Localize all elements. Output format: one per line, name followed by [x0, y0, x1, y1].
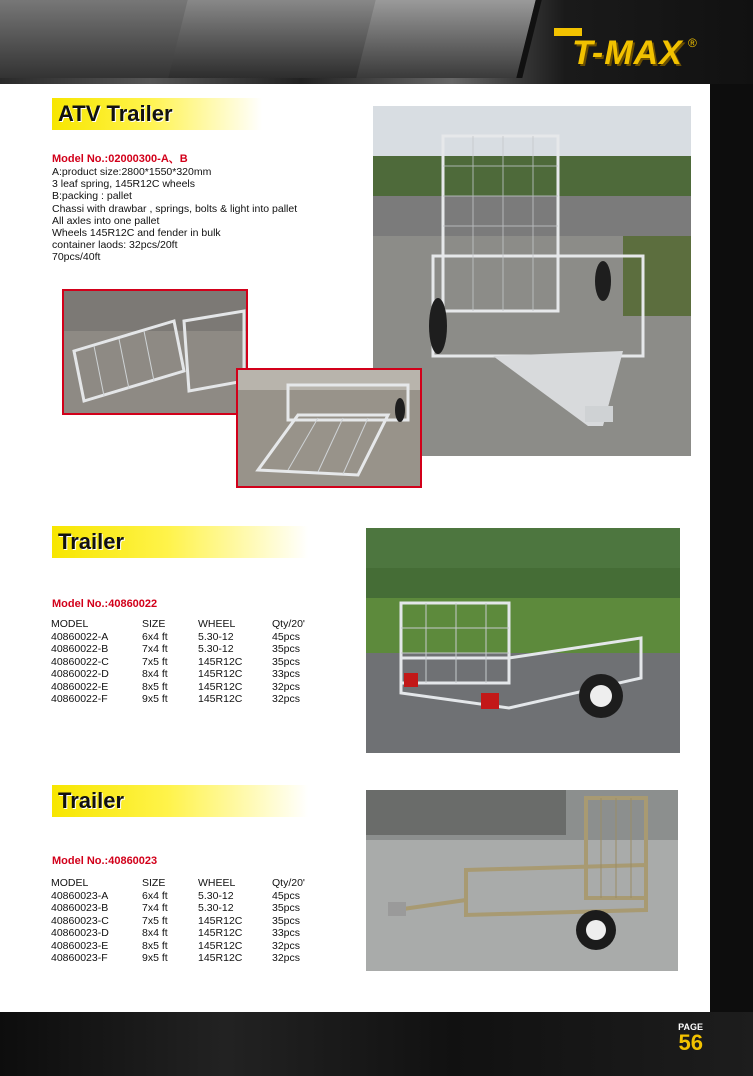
- spec-line: 3 leaf spring, 145R12C wheels: [52, 178, 196, 191]
- table-cell: 145R12C: [198, 939, 243, 952]
- content-area: [0, 84, 710, 1012]
- spec-table: [51, 618, 332, 706]
- table-cell: 145R12C: [198, 680, 243, 693]
- table-row: [51, 940, 332, 953]
- spec-line: Wheels 145R12C and fender in bulk: [52, 227, 221, 240]
- table-cell: 45pcs: [272, 889, 301, 902]
- table-row: [51, 643, 332, 656]
- table-header-row: [51, 877, 332, 890]
- table-cell: 40860023-C: [51, 914, 109, 927]
- footer-band: [0, 1012, 753, 1076]
- table-cell: 9x5 ft: [142, 693, 168, 705]
- table-cell: 8x5 ft: [142, 680, 168, 693]
- spec-line: B:packing : pallet: [52, 190, 132, 203]
- table-cell: 9x5 ft: [142, 952, 168, 964]
- page-number: 56: [678, 1030, 703, 1055]
- trailer-40860022-photo: [366, 528, 680, 753]
- table-header-row: [51, 618, 332, 631]
- column-header: Qty/20': [272, 877, 305, 889]
- table-cell: 32pcs: [272, 693, 301, 705]
- table-cell: 40860023-A: [51, 889, 109, 902]
- column-header: SIZE: [142, 618, 166, 630]
- spec-line: container laods: 32pcs/20ft: [52, 239, 178, 252]
- banner-photo-jeep: [0, 0, 196, 78]
- table-row: [51, 668, 332, 681]
- table-cell: 32pcs: [272, 680, 301, 693]
- spec-description: [52, 166, 297, 264]
- side-border: [710, 84, 753, 1012]
- table-cell: 32pcs: [272, 952, 301, 964]
- table-cell: 145R12C: [198, 655, 243, 668]
- table-cell: 8x4 ft: [142, 668, 168, 680]
- table-cell: 33pcs: [272, 668, 301, 680]
- table-cell: 40860023-D: [51, 927, 109, 939]
- spec-line: A:product size:2800*1550*320mm: [52, 166, 212, 178]
- table-cell: 40860022-F: [51, 693, 108, 705]
- table-cell: 8x4 ft: [142, 927, 168, 939]
- table-cell: 145R12C: [198, 927, 243, 939]
- table-cell: 5.30-12: [198, 902, 234, 914]
- registered-mark: ®: [688, 36, 697, 50]
- spec-table: [51, 877, 332, 965]
- atv-trailer-rear-ramp-photo: [236, 368, 422, 488]
- column-header: Qty/20': [272, 618, 305, 630]
- banner-photo-winch: [356, 0, 541, 78]
- table-cell: 145R12C: [198, 914, 243, 927]
- model-number: Model No.:40860023: [52, 855, 158, 867]
- table-cell: 35pcs: [272, 902, 301, 914]
- column-header: SIZE: [142, 877, 166, 889]
- table-cell: 145R12C: [198, 693, 243, 705]
- table-cell: 32pcs: [272, 939, 301, 952]
- page-label: PAGE: [678, 1022, 703, 1032]
- atv-trailer-ramp-closeup-photo: [62, 289, 248, 415]
- table-cell: 40860022-C: [51, 655, 109, 668]
- table-cell: 5.30-12: [198, 643, 234, 655]
- section-heading-trailer-1: [52, 526, 308, 558]
- banner-photo-hummer: [168, 0, 383, 78]
- table-cell: 45pcs: [272, 630, 301, 643]
- table-cell: 35pcs: [272, 643, 301, 655]
- trailer-40860023-photo: [366, 790, 678, 971]
- table-row: [51, 631, 332, 644]
- section-title: Trailer: [58, 788, 125, 813]
- table-cell: 33pcs: [272, 927, 301, 939]
- table-row: [51, 681, 332, 694]
- column-header: MODEL: [51, 618, 89, 630]
- table-cell: 40860022-E: [51, 680, 109, 693]
- table-cell: 40860023-B: [51, 902, 109, 914]
- model-number: Model No.:40860022: [52, 598, 158, 610]
- spec-line: Chassi with drawbar , springs, bolts & light into pallet: [52, 202, 298, 215]
- section-heading-trailer-2: [52, 785, 308, 817]
- table-cell: 40860022-A: [51, 630, 109, 643]
- table-cell: 6x4 ft: [142, 630, 168, 643]
- section-title: ATV Trailer: [58, 101, 173, 126]
- table-cell: 145R12C: [198, 668, 243, 680]
- table-cell: 40860023-F: [51, 952, 108, 964]
- spec-line: All axles into one pallet: [52, 214, 160, 227]
- table-cell: 35pcs: [272, 655, 301, 668]
- column-header: WHEEL: [198, 877, 236, 889]
- table-cell: 7x4 ft: [142, 643, 168, 655]
- table-row: [51, 952, 332, 965]
- table-row: [51, 656, 332, 669]
- table-row: [51, 902, 332, 915]
- table-cell: 5.30-12: [198, 889, 234, 902]
- table-cell: 7x4 ft: [142, 902, 168, 914]
- column-header: MODEL: [51, 877, 89, 889]
- brand-logo: [548, 20, 718, 80]
- table-row: [51, 890, 332, 903]
- table-cell: 35pcs: [272, 914, 301, 927]
- table-row: [51, 915, 332, 928]
- table-cell: 8x5 ft: [142, 939, 168, 952]
- model-number: Model No.:02000300-A、B: [52, 153, 188, 165]
- table-cell: 7x5 ft: [142, 655, 168, 668]
- table-cell: 6x4 ft: [142, 889, 168, 902]
- table-cell: 40860022-D: [51, 668, 109, 680]
- table-row: [51, 927, 332, 940]
- table-cell: 145R12C: [198, 952, 243, 964]
- column-header: WHEEL: [198, 618, 236, 630]
- table-cell: 40860022-B: [51, 643, 109, 655]
- table-row: [51, 693, 332, 706]
- table-cell: 40860023-E: [51, 939, 109, 952]
- table-cell: 5.30-12: [198, 630, 234, 643]
- section-heading-atv: [52, 98, 262, 130]
- section-title: Trailer: [58, 529, 125, 554]
- spec-line: 70pcs/40ft: [52, 251, 101, 264]
- table-cell: 7x5 ft: [142, 914, 168, 927]
- logo-text: T-MAX: [572, 34, 683, 72]
